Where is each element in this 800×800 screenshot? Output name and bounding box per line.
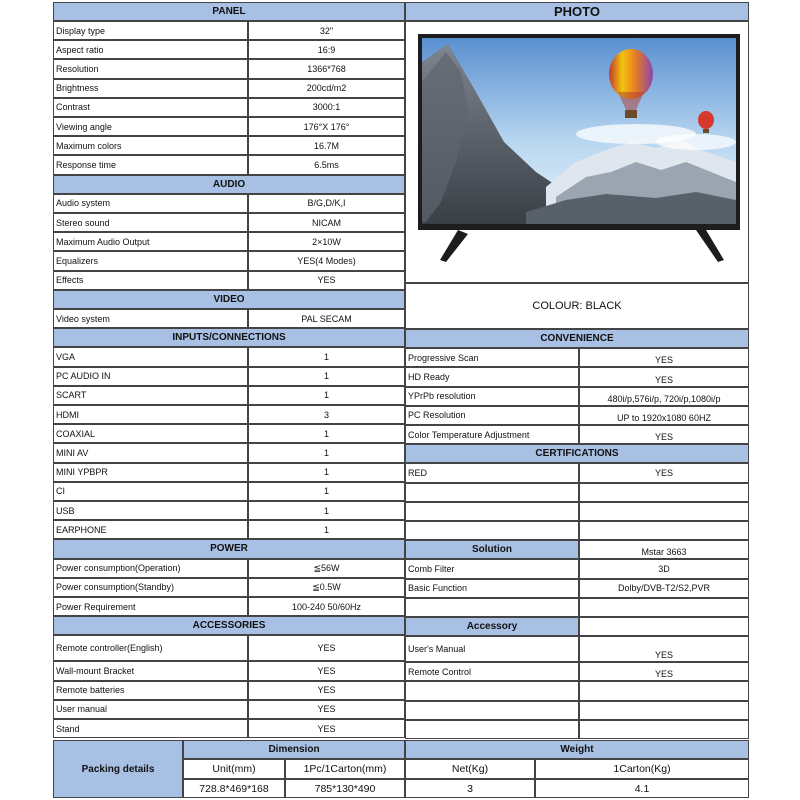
panel-value: 6.5ms (248, 155, 405, 174)
panel-label: Resolution (53, 59, 248, 78)
inputs-label: PC AUDIO IN (53, 367, 248, 386)
panel-value: 200cd/m2 (248, 79, 405, 98)
inputs-label: VGA (53, 347, 248, 366)
accessories-value: YES (248, 719, 405, 738)
power-value: ≦56W (248, 559, 405, 578)
convenience-value: UP to 1920x1080 60HZ (579, 406, 749, 425)
inputs-label: SCART (53, 386, 248, 405)
inputs-label: EARPHONE (53, 520, 248, 539)
carton-mm-label: 1Pc/1Carton(mm) (285, 759, 405, 779)
blank-cell (579, 681, 749, 700)
blank-cell (579, 617, 749, 636)
panel-label: Viewing angle (53, 117, 248, 136)
accessory-label: Remote Control (405, 662, 579, 681)
power-value: ≦0.5W (248, 578, 405, 597)
accessories-label: Remote batteries (53, 681, 248, 700)
inputs-value: 3 (248, 405, 405, 424)
convenience-label: Progressive Scan (405, 348, 579, 367)
panel-value: 176°X 176° (248, 117, 405, 136)
accessories-value: YES (248, 661, 405, 680)
power-label: Power Requirement (53, 597, 248, 616)
accessories-value: YES (248, 635, 405, 661)
accessory-value: YES (579, 636, 749, 662)
panel-value: 32" (248, 21, 405, 40)
accessory-header: Accessory (405, 617, 579, 636)
accessory-value: YES (579, 662, 749, 681)
power-label: Power consumption(Standby) (53, 578, 248, 597)
blank-cell (579, 701, 749, 720)
blank-cell (405, 598, 579, 617)
panel-header: PANEL (53, 2, 405, 21)
audio-value: YES (248, 271, 405, 290)
balloon-small (698, 111, 714, 129)
blank-cell (405, 701, 579, 720)
accessories-label: Wall-mount Bracket (53, 661, 248, 680)
photo-header: PHOTO (405, 2, 749, 21)
convenience-label: HD Ready (405, 367, 579, 386)
accessory-label: User's Manual (405, 636, 579, 662)
certifications-header: CERTIFICATIONS (405, 444, 749, 463)
panel-label: Display type (53, 21, 248, 40)
solution-value: Dolby/DVB-T2/S2,PVR (579, 579, 749, 598)
tv-photo (405, 21, 749, 283)
inputs-value: 1 (248, 386, 405, 405)
panel-label: Maximum colors (53, 136, 248, 155)
video-label: Video system (53, 309, 248, 328)
accessories-value: YES (248, 700, 405, 719)
panel-label: Brightness (53, 79, 248, 98)
convenience-label: PC Resolution (405, 406, 579, 425)
solution-label: Basic Function (405, 579, 579, 598)
inputs-value: 1 (248, 482, 405, 501)
video-header: VIDEO (53, 290, 405, 309)
panel-value: 16:9 (248, 40, 405, 59)
inputs-value: 1 (248, 367, 405, 386)
accessories-header: ACCESSORIES (53, 616, 405, 635)
blank-cell (405, 720, 579, 739)
video-value: PAL SECAM (248, 309, 405, 328)
unit-mm-label: Unit(mm) (183, 759, 285, 779)
convenience-header: CONVENIENCE (405, 329, 749, 348)
audio-header: AUDIO (53, 175, 405, 194)
convenience-value: YES (579, 367, 749, 386)
dimension-header: Dimension (183, 740, 405, 759)
colour-label: COLOUR: BLACK (405, 283, 749, 329)
net-kg-label: Net(Kg) (405, 759, 535, 779)
audio-value: B/G,D/K,I (248, 194, 405, 213)
convenience-value: YES (579, 348, 749, 367)
solution-header: Solution (405, 540, 579, 559)
accessories-label: Stand (53, 719, 248, 738)
inputs-label: USB (53, 501, 248, 520)
inputs-value: 1 (248, 347, 405, 366)
blank-cell (579, 521, 749, 540)
accessories-label: User manual (53, 700, 248, 719)
audio-value: YES(4 Modes) (248, 251, 405, 270)
accessories-label: Remote controller(English) (53, 635, 248, 661)
solution-value: 3D (579, 559, 749, 578)
inputs-label: HDMI (53, 405, 248, 424)
certifications-value: YES (579, 463, 749, 482)
inputs-label: MINI YPBPR (53, 463, 248, 482)
inputs-value: 1 (248, 424, 405, 443)
inputs-label: COAXIAL (53, 424, 248, 443)
power-value: 100-240 50/60Hz (248, 597, 405, 616)
power-header: POWER (53, 539, 405, 558)
panel-label: Response time (53, 155, 248, 174)
audio-label: Audio system (53, 194, 248, 213)
carton-kg-label: 1Carton(Kg) (535, 759, 749, 779)
convenience-label: YPrPb resolution (405, 387, 579, 406)
inputs-label: MINI AV (53, 443, 248, 462)
inputs-value: 1 (248, 501, 405, 520)
tv-stand-right (696, 230, 724, 262)
inputs-header: INPUTS/CONNECTIONS (53, 328, 405, 347)
solution-header-value: Mstar 3663 (579, 540, 749, 559)
blank-cell (579, 720, 749, 739)
convenience-value: 480i/p,576i/p, 720i/p,1080i/p (579, 387, 749, 406)
audio-label: Maximum Audio Output (53, 232, 248, 251)
audio-label: Equalizers (53, 251, 248, 270)
panel-value: 3000:1 (248, 98, 405, 117)
inputs-value: 1 (248, 463, 405, 482)
audio-label: Stereo sound (53, 213, 248, 232)
power-label: Power consumption(Operation) (53, 559, 248, 578)
audio-value: NICAM (248, 213, 405, 232)
audio-value: 2×10W (248, 232, 405, 251)
convenience-label: Color Temperature Adjustment (405, 425, 579, 444)
blank-cell (405, 521, 579, 540)
panel-value: 16.7M (248, 136, 405, 155)
carton-kg-value: 4.1 (535, 779, 749, 798)
panel-label: Aspect ratio (53, 40, 248, 59)
tv-image (406, 22, 748, 282)
convenience-value: YES (579, 425, 749, 444)
panel-value: 1366*768 (248, 59, 405, 78)
balloon-large (609, 49, 653, 99)
blank-cell (579, 502, 749, 521)
audio-label: Effects (53, 271, 248, 290)
blank-cell (579, 598, 749, 617)
blank-cell (405, 681, 579, 700)
blank-cell (405, 502, 579, 521)
tv-stand-left (440, 230, 468, 262)
inputs-value: 1 (248, 443, 405, 462)
panel-label: Contrast (53, 98, 248, 117)
carton-mm-value: 785*130*490 (285, 779, 405, 798)
inputs-label: CI (53, 482, 248, 501)
certifications-label: RED (405, 463, 579, 482)
weight-header: Weight (405, 740, 749, 759)
solution-label: Comb Filter (405, 559, 579, 578)
accessories-value: YES (248, 681, 405, 700)
packing-details-label: Packing details (53, 740, 183, 798)
blank-cell (405, 483, 579, 502)
inputs-value: 1 (248, 520, 405, 539)
unit-mm-value: 728.8*469*168 (183, 779, 285, 798)
net-kg-value: 3 (405, 779, 535, 798)
blank-cell (579, 483, 749, 502)
